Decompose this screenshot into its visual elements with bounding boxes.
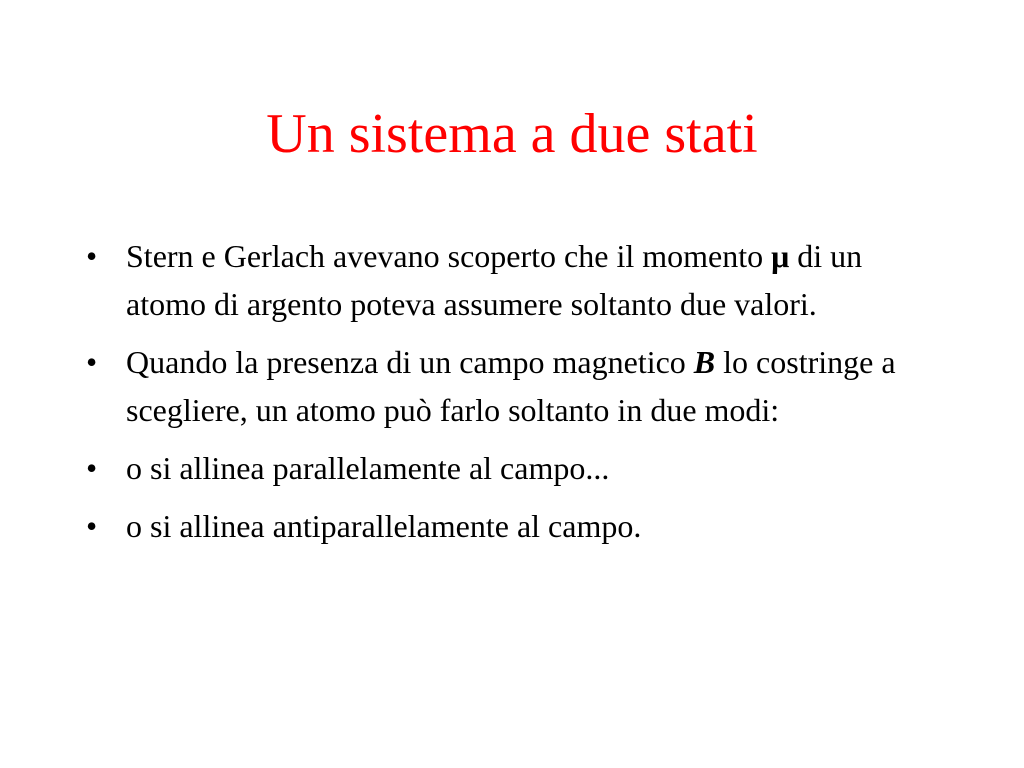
bullet-item-parallelo: [86, 444, 946, 492]
bullet-text-before: Quando la presenza di un campo magnetico: [126, 344, 694, 380]
bullet-list: [86, 232, 946, 560]
bullet-item-antiparallelo: [86, 502, 946, 550]
bullet-text-after: lo costringe a scegliere, un atomo può farlo soltanto in due modi:: [126, 344, 896, 428]
slide-title: Un sistema a due stati: [266, 103, 758, 165]
bullet-icon: •: [86, 238, 98, 274]
bullet-text-after: di un atomo di argento poteva assumere soltanto due valori.: [126, 238, 863, 322]
bullet-icon: •: [86, 450, 98, 486]
mu-symbol: μ: [771, 238, 790, 274]
bullet-text: o si allinea antiparallelamente al campo.: [126, 508, 642, 544]
bullet-icon: •: [86, 508, 98, 544]
bullet-text-before: Stern e Gerlach avevano scoperto che il momento: [126, 238, 772, 274]
bullet-text: o si allinea parallelamente al campo...: [126, 450, 610, 486]
bullet-item-momento: [86, 232, 946, 328]
bullet-item-campo-magnetico: [86, 338, 946, 434]
bullet-icon: •: [86, 344, 98, 380]
b-field-symbol: B: [693, 344, 716, 380]
